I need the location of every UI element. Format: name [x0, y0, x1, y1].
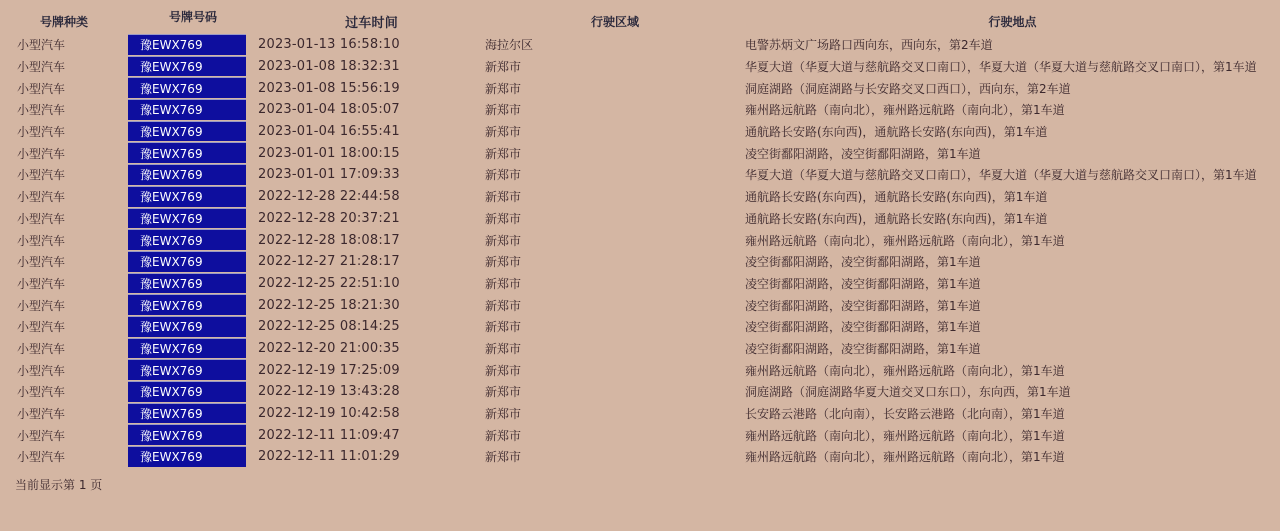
table-row	[0, 34, 1280, 56]
plate-number-badge[interactable]: 豫EWX769	[128, 273, 246, 294]
plate-type-cell: 小型汽车	[17, 363, 66, 378]
plate-type-cell: 小型汽车	[17, 233, 66, 248]
table-body	[0, 34, 1280, 468]
table-header-row	[0, 8, 1280, 34]
table-row	[0, 381, 1280, 403]
plate-type-cell: 小型汽车	[17, 385, 66, 400]
table-row	[0, 99, 1280, 121]
pass-time-cell: 2023-01-01 18:00:15	[258, 145, 400, 161]
location-cell: 雍州路远航路（南向北），雍州路远航路（南向北），第1车道	[745, 450, 1065, 465]
region-cell: 新郑市	[485, 233, 522, 248]
plate-type-cell: 小型汽车	[17, 146, 66, 161]
pass-time-cell: 2022-12-19 17:25:09	[258, 362, 400, 378]
location-cell: 通航路长安路(东向西)，通航路长安路(东向西)，第1车道	[745, 125, 1048, 140]
region-cell: 新郑市	[485, 255, 522, 270]
pass-time-cell: 2022-12-20 21:00:35	[258, 340, 400, 356]
plate-number-badge[interactable]: 豫EWX769	[128, 77, 246, 98]
table-row	[0, 121, 1280, 143]
location-cell: 洞庭湖路（洞庭湖路与长安路交叉口西口），西向东，第2车道	[745, 81, 1071, 96]
table-row	[0, 77, 1280, 99]
region-cell: 新郑市	[485, 363, 522, 378]
table-row	[0, 338, 1280, 360]
plate-number-cell	[128, 186, 258, 208]
pass-time-cell: 2022-12-28 18:08:17	[258, 232, 400, 248]
region-cell: 新郑市	[485, 276, 522, 291]
location-cell: 凌空街鄱阳湖路，凌空街鄱阳湖路，第1车道	[745, 341, 981, 356]
table-row	[0, 424, 1280, 446]
location-cell: 雍州路远航路（南向北），雍州路远航路（南向北），第1车道	[745, 103, 1065, 118]
location-cell: 洞庭湖路（洞庭湖路华夏大道交叉口东口），东向西，第1车道	[745, 385, 1071, 400]
plate-type-cell: 小型汽车	[17, 103, 66, 118]
plate-number-cell	[128, 446, 258, 468]
plate-type-cell: 小型汽车	[17, 190, 66, 205]
location-cell: 华夏大道（华夏大道与慈航路交叉口南口），华夏大道（华夏大道与慈航路交叉口南口），第1车道	[745, 168, 1257, 183]
page-indicator: 当前显示第 1 页	[15, 477, 103, 492]
region-cell: 新郑市	[485, 298, 522, 313]
plate-number-badge[interactable]: 豫EWX769	[128, 294, 246, 315]
pass-time-cell: 2023-01-04 16:55:41	[258, 124, 400, 140]
pass-time-cell: 2022-12-19 13:43:28	[258, 384, 400, 400]
table-row	[0, 164, 1280, 186]
plate-type-cell: 小型汽车	[17, 60, 66, 75]
region-cell: 新郑市	[485, 320, 522, 335]
plate-type-cell: 小型汽车	[17, 298, 66, 313]
pass-time-cell: 2022-12-25 22:51:10	[258, 275, 400, 291]
column-header-pass-time: 过车时间	[345, 15, 398, 31]
plate-number-badge[interactable]: 豫EWX769	[128, 381, 246, 402]
table-row	[0, 251, 1280, 273]
plate-type-cell: 小型汽车	[17, 38, 66, 53]
region-cell: 新郑市	[485, 125, 522, 140]
plate-number-cell	[128, 56, 258, 78]
location-cell: 长安路云港路（北向南），长安路云港路（北向南），第1车道	[745, 407, 1065, 422]
location-cell: 通航路长安路(东向西)，通航路长安路(东向西)，第1车道	[745, 211, 1048, 226]
region-cell: 新郑市	[485, 385, 522, 400]
plate-type-cell: 小型汽车	[17, 428, 66, 443]
vehicle-records-table	[0, 8, 1280, 468]
plate-number-badge[interactable]: 豫EWX769	[128, 251, 246, 272]
region-cell: 新郑市	[485, 428, 522, 443]
plate-type-cell: 小型汽车	[17, 81, 66, 96]
pass-time-cell: 2022-12-19 10:42:58	[258, 406, 400, 422]
column-header-plate-type: 号牌种类	[39, 14, 88, 29]
plate-number-cell	[128, 99, 258, 121]
table-row	[0, 446, 1280, 468]
plate-number-cell	[128, 294, 258, 316]
plate-number-badge[interactable]: 豫EWX769	[128, 403, 246, 424]
table-row	[0, 208, 1280, 230]
location-cell: 电警苏炳文广场路口西向东，西向东，第2车道	[745, 38, 993, 53]
location-cell: 凌空街鄱阳湖路，凌空街鄱阳湖路，第1车道	[745, 146, 981, 161]
location-cell: 凌空街鄱阳湖路，凌空街鄱阳湖路，第1车道	[745, 298, 981, 313]
plate-type-cell: 小型汽车	[17, 407, 66, 422]
table-row	[0, 294, 1280, 316]
pass-time-cell: 2022-12-11 11:01:29	[258, 449, 400, 465]
plate-number-cell	[128, 142, 258, 164]
plate-type-cell: 小型汽车	[17, 450, 66, 465]
plate-number-badge[interactable]: 豫EWX769	[128, 186, 246, 207]
pass-time-cell: 2023-01-13 16:58:10	[258, 37, 400, 53]
region-cell: 新郑市	[485, 341, 522, 356]
plate-number-cell	[128, 34, 258, 56]
location-cell: 凌空街鄱阳湖路，凌空街鄱阳湖路，第1车道	[745, 255, 981, 270]
plate-number-cell	[128, 164, 258, 186]
location-cell: 通航路长安路(东向西)，通航路长安路(东向西)，第1车道	[745, 190, 1048, 205]
location-cell: 雍州路远航路（南向北），雍州路远航路（南向北），第1车道	[745, 363, 1065, 378]
plate-number-badge[interactable]: 豫EWX769	[128, 164, 246, 185]
plate-type-cell: 小型汽车	[17, 211, 66, 226]
plate-number-badge[interactable]: 豫EWX769	[128, 424, 246, 445]
table-row	[0, 142, 1280, 164]
location-cell: 雍州路远航路（南向北），雍州路远航路（南向北），第1车道	[745, 428, 1065, 443]
plate-type-cell: 小型汽车	[17, 320, 66, 335]
region-cell: 海拉尔区	[485, 38, 534, 53]
region-cell: 新郑市	[485, 190, 522, 205]
location-cell: 凌空街鄱阳湖路，凌空街鄱阳湖路，第1车道	[745, 320, 981, 335]
pass-time-cell: 2022-12-28 22:44:58	[258, 189, 400, 205]
plate-number-cell	[128, 381, 258, 403]
pass-time-cell: 2023-01-08 18:32:31	[258, 59, 400, 75]
plate-number-cell	[128, 424, 258, 446]
column-header-location: 行驶地点	[988, 14, 1037, 29]
region-cell: 新郑市	[485, 407, 522, 422]
plate-number-badge[interactable]: 豫EWX769	[128, 121, 246, 142]
plate-number-badge[interactable]: 豫EWX769	[128, 359, 246, 380]
plate-number-badge[interactable]: 豫EWX769	[128, 229, 246, 250]
region-cell: 新郑市	[485, 146, 522, 161]
pass-time-cell: 2023-01-01 17:09:33	[258, 167, 400, 183]
plate-number-cell	[128, 359, 258, 381]
plate-number-cell	[128, 316, 258, 338]
plate-number-cell	[128, 229, 258, 251]
location-cell: 华夏大道（华夏大道与慈航路交叉口南口），华夏大道（华夏大道与慈航路交叉口南口），第1车道	[745, 60, 1257, 75]
plate-number-badge[interactable]: 豫EWX769	[128, 56, 246, 77]
plate-type-cell: 小型汽车	[17, 276, 66, 291]
location-cell: 凌空街鄱阳湖路，凌空街鄱阳湖路，第1车道	[745, 276, 981, 291]
table-row	[0, 403, 1280, 425]
plate-number-cell	[128, 273, 258, 295]
plate-number-badge[interactable]: 豫EWX769	[128, 208, 246, 229]
table-row	[0, 316, 1280, 338]
table-row	[0, 56, 1280, 78]
plate-number-badge[interactable]: 豫EWX769	[128, 142, 246, 163]
plate-number-cell	[128, 208, 258, 230]
pass-time-cell: 2022-12-28 20:37:21	[258, 210, 400, 226]
plate-number-cell	[128, 403, 258, 425]
plate-number-cell	[128, 77, 258, 99]
pass-time-cell: 2023-01-08 15:56:19	[258, 80, 400, 96]
pass-time-cell: 2022-12-27 21:28:17	[258, 254, 400, 270]
region-cell: 新郑市	[485, 211, 522, 226]
table-row	[0, 229, 1280, 251]
pass-time-cell: 2022-12-11 11:09:47	[258, 427, 400, 443]
plate-number-badge[interactable]: 豫EWX769	[128, 34, 246, 55]
column-header-region: 行驶区域	[590, 14, 639, 29]
plate-number-badge[interactable]: 豫EWX769	[128, 316, 246, 337]
table-row	[0, 273, 1280, 295]
region-cell: 新郑市	[485, 168, 522, 183]
region-cell: 新郑市	[485, 103, 522, 118]
plate-type-cell: 小型汽车	[17, 168, 66, 183]
plate-number-cell	[128, 251, 258, 273]
plate-number-cell	[128, 121, 258, 143]
region-cell: 新郑市	[485, 60, 522, 75]
plate-type-cell: 小型汽车	[17, 255, 66, 270]
plate-type-cell: 小型汽车	[17, 125, 66, 140]
table-row	[0, 359, 1280, 381]
region-cell: 新郑市	[485, 81, 522, 96]
plate-number-badge[interactable]: 豫EWX769	[128, 446, 246, 467]
pass-time-cell: 2023-01-04 18:05:07	[258, 102, 400, 118]
location-cell: 雍州路远航路（南向北），雍州路远航路（南向北），第1车道	[745, 233, 1065, 248]
region-cell: 新郑市	[485, 450, 522, 465]
pass-time-cell: 2022-12-25 18:21:30	[258, 297, 400, 313]
table-row	[0, 186, 1280, 208]
plate-number-badge[interactable]: 豫EWX769	[128, 99, 246, 120]
plate-number-badge[interactable]: 豫EWX769	[128, 338, 246, 359]
pass-time-cell: 2022-12-25 08:14:25	[258, 319, 400, 335]
plate-type-cell: 小型汽车	[17, 341, 66, 356]
plate-number-cell	[128, 338, 258, 360]
column-header-plate-number: 号牌号码	[168, 10, 217, 24]
